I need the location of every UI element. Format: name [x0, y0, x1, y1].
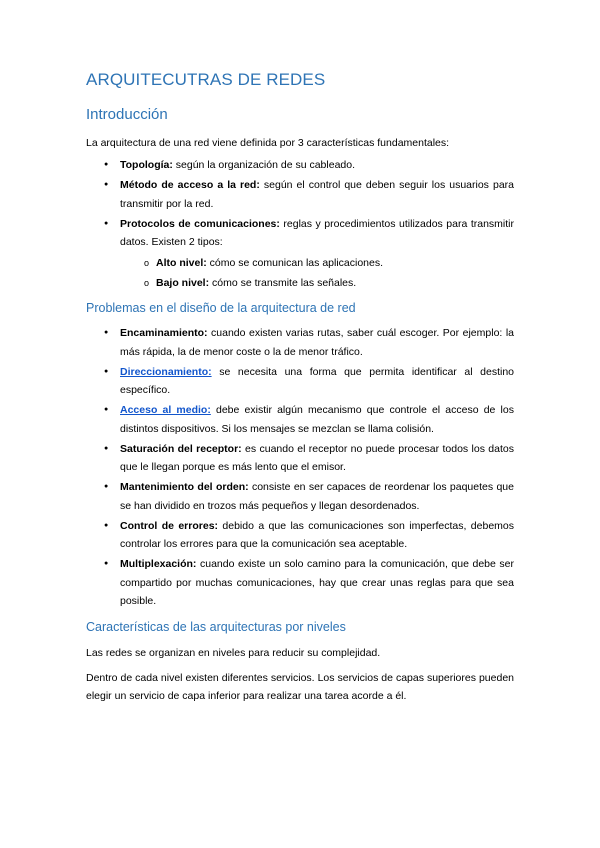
list-item	[86, 517, 514, 554]
item-text: debido a que las comunicaciones son imperfectas, debemos controlar los errores para que la comunicación sea aceptable.	[120, 519, 514, 550]
item-text: se necesita una forma que permita identificar al destino específico.	[120, 365, 514, 396]
levels-heading: Características de las arquitecturas por niveles	[86, 619, 346, 634]
list-item	[86, 478, 514, 515]
protocol-types-list	[120, 254, 514, 293]
item-term: Multiplexación:	[120, 558, 197, 570]
item-text: consiste en ser capaces de reordenar los paquetes que se han dividido en trozos más pequeños y llegan desordenados.	[120, 481, 514, 512]
list-item	[86, 363, 514, 400]
item-term: Bajo nivel:	[156, 276, 210, 289]
item-text: según la organización de su cableado.	[172, 159, 356, 171]
item-text: cuando existe un solo camino para la comunicación, que debe ser compartido por muchas comunicaciones, hay que crear unas reglas para que sea posible.	[120, 558, 514, 607]
list-item	[120, 274, 514, 293]
item-term: Protocolos de comunicaciones:	[120, 217, 280, 230]
list-item	[86, 215, 514, 293]
direccionamiento-link[interactable]: Direccionamiento:	[120, 365, 212, 378]
levels-paragraph-2: Dentro de cada nivel existen diferentes servicios. Los servicios de capas superiores pueden elegir un servicio de capa inferior para realizar una tarea acorde a él.	[86, 671, 514, 702]
item-term: Alto nivel:	[156, 256, 207, 269]
characteristics-list	[86, 156, 514, 292]
list-item	[86, 555, 514, 611]
list-item	[86, 176, 514, 213]
item-text: según el control que deben seguir los usuarios para transmitir por la red.	[120, 179, 514, 210]
intro-heading: Introducción	[86, 106, 168, 123]
item-text: cuando existen varias rutas, saber cuál escoger. Por ejemplo: la más rápida, la de menor coste o la de menor tráfico.	[120, 327, 514, 358]
item-term: Saturación del receptor:	[120, 442, 242, 455]
item-text: cómo se transmite las señales.	[209, 276, 357, 289]
list-item	[86, 156, 514, 175]
item-term: Encaminamiento:	[120, 327, 208, 339]
item-text: reglas y procedimientos utilizados para transmitir datos. Existen 2 tipos:	[120, 217, 515, 248]
item-text: debe existir algún mecanismo que controle el acceso de los distintos dispositivos. Si los mensajes se mezclan se llama colisión.	[120, 404, 514, 435]
item-term: Método de acceso a la red:	[120, 179, 260, 191]
intro-paragraph: La arquitectura de una red viene definida por 3 características fundamentales:	[86, 137, 450, 149]
item-text: cómo se comunican las aplicaciones.	[206, 256, 384, 269]
levels-paragraph-1: Las redes se organizan en niveles para reducir su complejidad.	[86, 646, 381, 659]
problems-heading: Problemas en el diseño de la arquitectura de red	[86, 301, 356, 315]
list-item	[86, 440, 514, 477]
list-item	[86, 324, 514, 361]
list-item	[86, 401, 514, 438]
acceso-al-medio-link[interactable]: Acceso al medio:	[120, 404, 211, 416]
list-item	[120, 254, 514, 273]
document-title: ARQUITECUTRAS DE REDES	[86, 70, 326, 89]
item-term: Control de errores:	[120, 519, 219, 532]
item-term: Mantenimiento del orden:	[120, 481, 249, 493]
item-term: Topología:	[120, 159, 173, 171]
item-text: es cuando el receptor no puede procesar todos los datos que le llegan porque es más lento que el emisor.	[120, 442, 514, 473]
problems-list	[86, 324, 514, 611]
